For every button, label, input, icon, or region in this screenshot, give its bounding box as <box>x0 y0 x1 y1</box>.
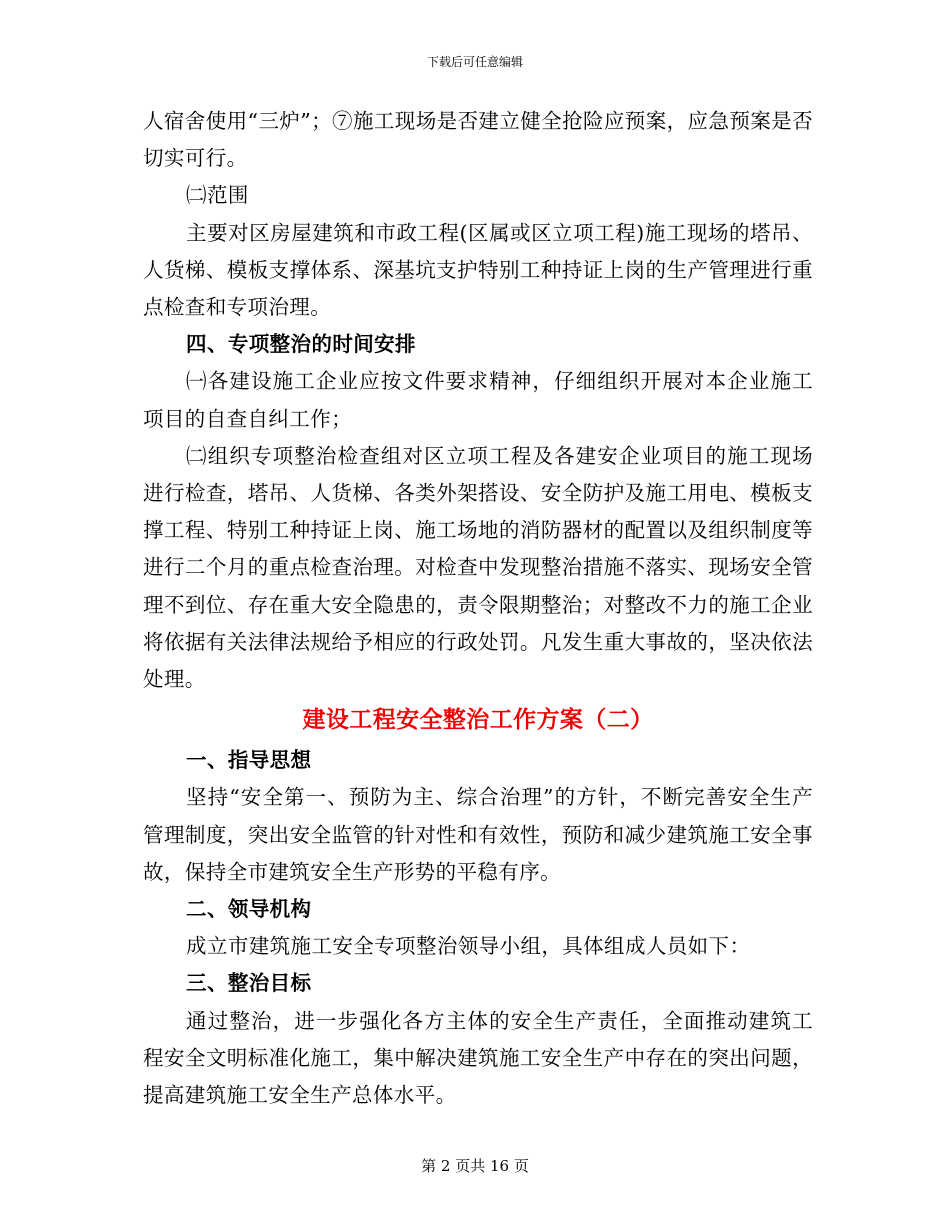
paragraph-self-check: ㈠各建设施工企业应按文件要求精神，仔细组织开展对本企业施工项目的自查自纠工作； <box>143 369 813 431</box>
section-heading-leadership: 二、领导机构 <box>186 897 312 922</box>
paragraph-dormitory: 人宿舍使用“三炉”；⑦施工现场是否建立健全抢险应预案，应急预案是否切实可行。 <box>143 109 813 171</box>
page-footer: 第 2 页共 16 页 <box>421 1157 529 1175</box>
page-header: 下载后可任意编辑 <box>426 55 523 69</box>
paragraph-inspection: ㈡组织专项整治检查组对区立项工程及各建安企业项目的施工现场进行检查，塔吊、人货梯、各类外架搭设、安全防护及施工用电、模板支撑工程、特别工种持证上岗、施工场地的消防器材的配置以及组织制度等进行二个月的重点检查治理。对检查中发现整治措施不落实、现场安全管理不到位、存在重大安全隐患的，责令限期整治；对整改不力的施工企业将依据有关法律法规给予相应的行政处罚。凡发生重大事故的，坚决依法处理。 <box>143 443 813 692</box>
section-heading-goals: 三、整治目标 <box>186 971 312 996</box>
document-body <box>143 103 813 1114</box>
paragraph-goals: 通过整治，进一步强化各方主体的安全生产责任，全面推动建筑工程安全文明标准化施工，集中解决建筑施工安全生产中存在的突出问题，提高建筑施工安全生产总体水平。 <box>143 1008 813 1108</box>
section-heading-guiding-ideology: 一、指导思想 <box>186 748 312 773</box>
paragraph-leadership: 成立市建筑施工安全专项整治领导小组，具体组成人员如下： <box>186 934 751 959</box>
paragraph-scope: 主要对区房屋建筑和市政工程(区属或区立项工程)施工现场的塔吊、人货梯、模板支撑体系、深基坑支护特别工种持证上岗的生产管理进行重点检查和专项治理。 <box>143 220 813 320</box>
paragraph-guiding-ideology: 坚持“安全第一、预防为主、综合治理”的方针，不断完善安全生产管理制度，突出安全监管的针对性和有效性，预防和减少建筑施工安全事故，保持全市建筑安全生产形势的平稳有序。 <box>143 785 813 884</box>
document-title: 建设工程安全整治工作方案（二） <box>302 707 654 734</box>
paragraph-scope-label: ㈡范围 <box>186 183 249 208</box>
section-heading-schedule: 四、专项整治的时间安排 <box>186 332 416 357</box>
